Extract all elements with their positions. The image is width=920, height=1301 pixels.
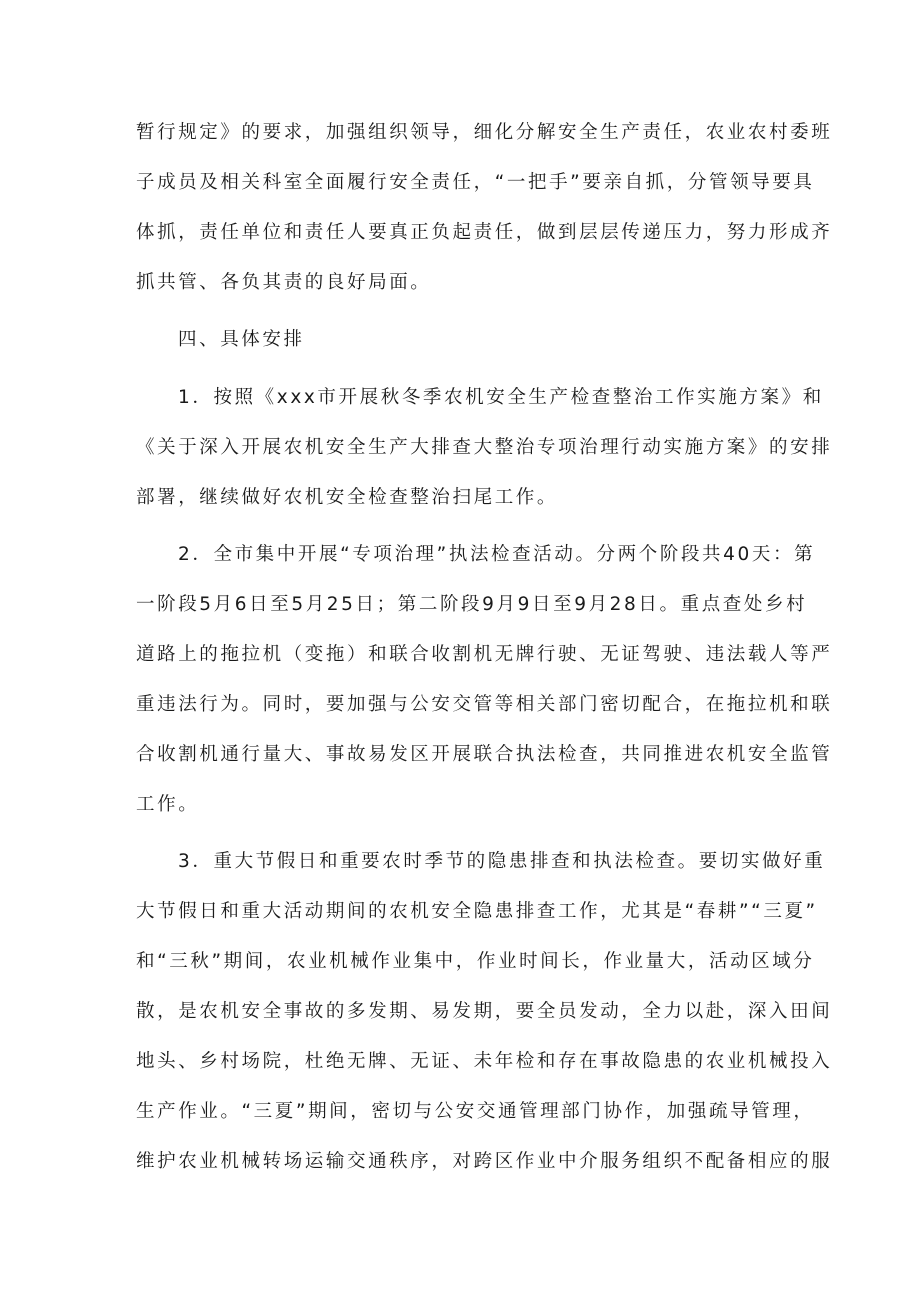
text-line: 和“三秋”期间，农业机械作业集中，作业时间长，作业量大，活动区域分 (136, 951, 815, 972)
text-line: 地头、乡村场院，杜绝无牌、无证、未年检和存在事故隐患的农业机械投入 (136, 1051, 833, 1072)
text-line: 1．按照《xxx市开展秋冬季农机安全生产检查整治工作实施方案》和 (178, 387, 824, 408)
text-line: 重违法行为。同时，要加强与公安交管等相关部门密切配合，在拖拉机和联 (136, 694, 833, 715)
text-line: 部署，继续做好农机安全检查整治扫尾工作。 (136, 487, 559, 508)
text-line: 子成员及相关科室全面履行安全责任，“一把手”要亲自抓，分管领导要具 (136, 172, 815, 193)
text-line: 体抓，责任单位和责任人要真正负起责任，做到层层传递压力，努力形成齐 (136, 222, 833, 243)
text-line: 大节假日和重大活动期间的农机安全隐患排查工作，尤其是“春耕”“三夏” (136, 901, 818, 922)
text-line: 散，是农机安全事故的多发期、易发期，要全员发动，全力以赴，深入田间 (136, 1001, 833, 1022)
text-line: 《关于深入开展农机安全生产大排查大整治专项治理行动实施方案》的安排 (136, 437, 833, 458)
text-line: 合收割机通行量大、事故易发区开展联合执法检查，共同推进农机安全监管 (136, 744, 833, 765)
text-line: 3．重大节假日和重要农时季节的隐患排查和执法检查。要切实做好重 (178, 851, 826, 872)
text-line: 抓共管、各负其责的良好局面。 (136, 272, 432, 293)
text-line: 工作。 (136, 794, 200, 815)
text-line: 2．全市集中开展“专项治理”执法检查活动。分两个阶段共40天：第 (178, 544, 816, 565)
text-line: 道路上的拖拉机（变拖）和联合收割机无牌行驶、无证驾驶、违法载人等严 (136, 644, 833, 665)
text-line: 生产作业。“三夏”期间，密切与公安交通管理部门协作，加强疏导管理， (136, 1101, 815, 1122)
section-heading: 四、具体安排 (178, 329, 305, 350)
text-line: 暂行规定》的要求，加强组织领导，细化分解安全生产责任，农业农村委班 (136, 122, 833, 143)
text-line: 维护农业机械转场运输交通秩序，对跨区作业中介服务组织不配备相应的服 (136, 1151, 833, 1172)
text-line: 一阶段5月6日至5月25日；第二阶段9月9日至9月28日。重点查处乡村 (136, 594, 808, 615)
